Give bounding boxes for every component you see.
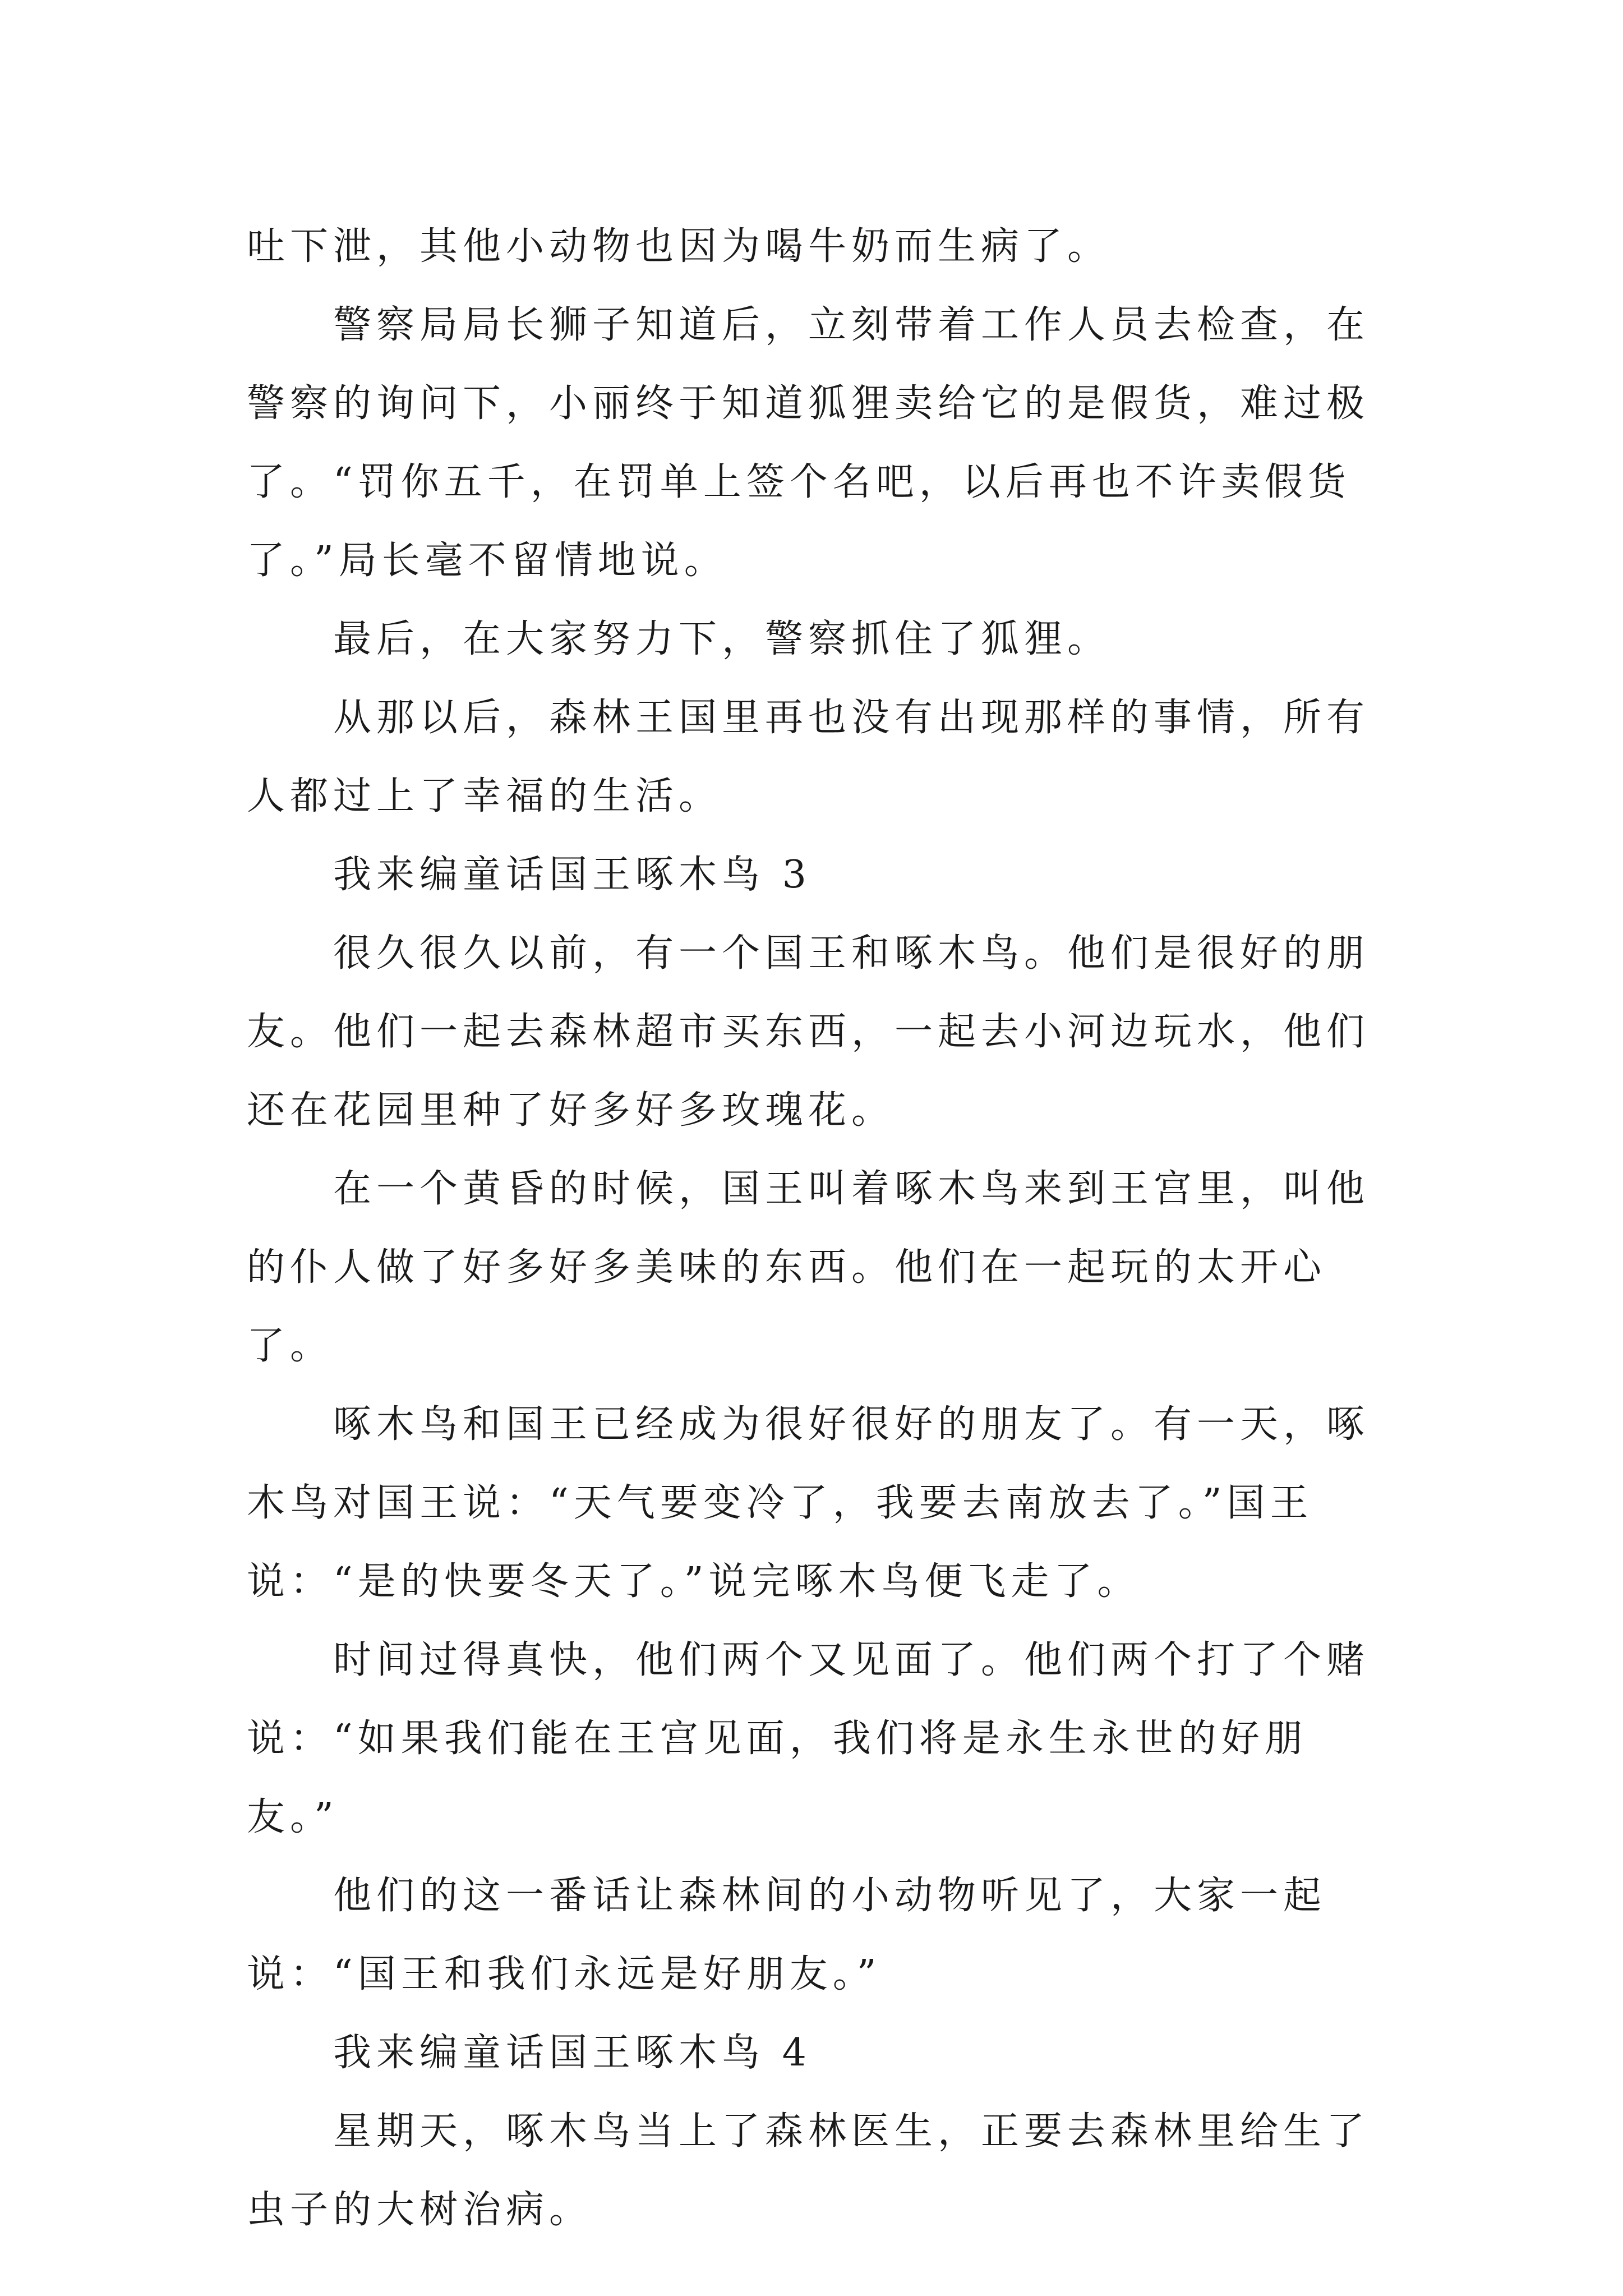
section-heading: 我来编童话国王啄木鸟 4 [333,2031,811,2075]
paragraph: 从那以后，森林王国里再也没有出现那样的事情，所有人都过上了幸福的生活。 [247,696,1370,818]
section-heading: 我来编童话国王啄木鸟 3 [333,853,811,897]
paragraph: 在一个黄昏的时候，国王叫着啄木鸟来到王宫里，叫他的仆人做了好多好多美味的东西。他们在一起玩的太开心了。 [247,1167,1370,1368]
paragraph: 他们的这一番话让森林间的小动物听见了，大家一起说：“国王和我们永远是好朋友。” [247,1874,1327,1996]
paragraph: 星期天，啄木鸟当上了森林医生，正要去森林里给生了虫子的大树治病。 [247,2109,1370,2232]
paragraph: 啄木鸟和国王已经成为很好很好的朋友了。有一天，啄木鸟对国王说：“天气要变冷了，我要去南放去了。”国王说：“是的快要冬天了。”说完啄木鸟便飞走了。 [247,1402,1370,1604]
paragraph: 最后，在大家努力下，警察抓住了狐狸。 [333,617,1111,661]
paragraph-continuation: 吐下泄，其他小动物也因为喝牛奶而生病了。 [247,224,1111,269]
paragraph: 很久很久以前，有一个国王和啄木鸟。他们是很好的朋友。他们一起去森林超市买东西，一起去小河边玩水，他们还在花园里种了好多好多玫瑰花。 [247,931,1370,1133]
paragraph: 警察局局长狮子知道后，立刻带着工作人员去检查，在警察的询问下，小丽终于知道狐狸卖给它的是假货，难过极了。“罚你五千，在罚单上签个名吧，以后再也不许卖假货了。”局长毫不留情地说。 [247,303,1370,583]
document-body [247,208,1391,2249]
paragraph: 时间过得真快，他们两个又见面了。他们两个打了个赌说：“如果我们能在王宫见面，我们将是永生永世的好朋友。” [247,1638,1370,1839]
